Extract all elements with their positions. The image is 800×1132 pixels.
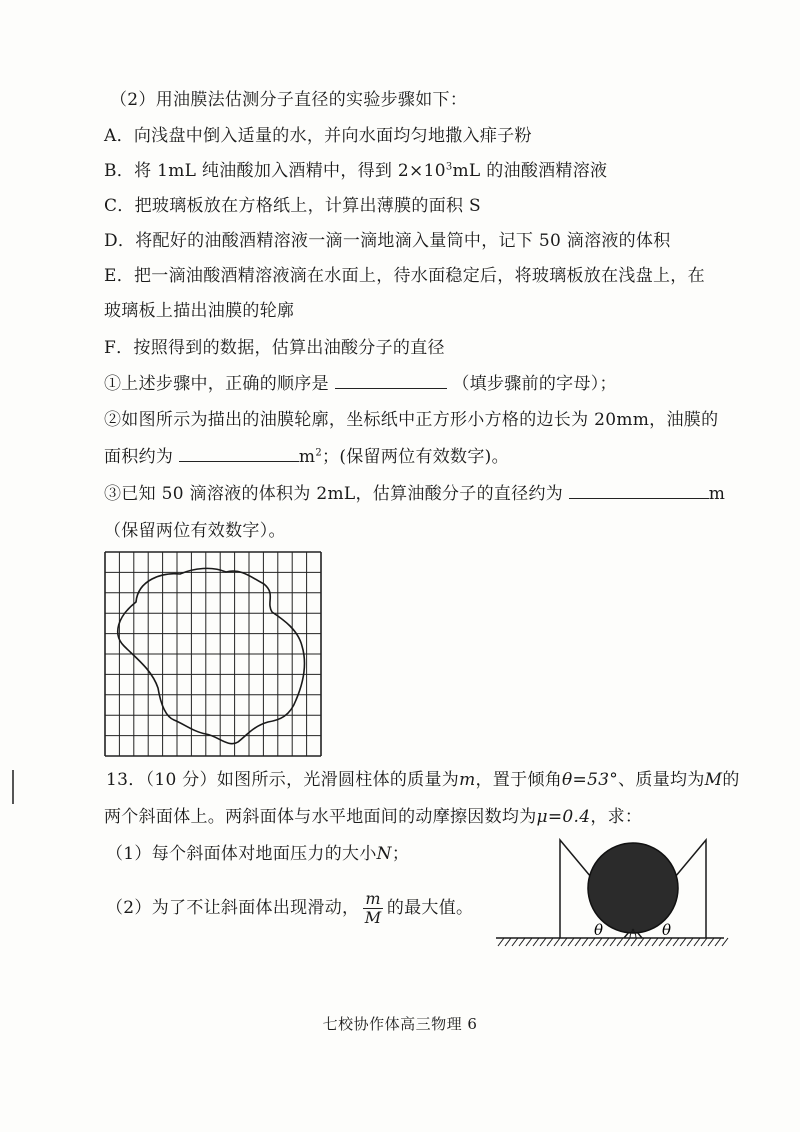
margin-mark <box>12 770 14 804</box>
p13-question-1: （1）每个斜面体对地面压力的大小N； <box>106 844 410 864</box>
p13-line1: 13．（10 分）如图所示，光滑圆柱体的质量为m，置于倾角θ=53°、质量均为M的 <box>106 770 740 790</box>
hatch-mark <box>694 938 700 946</box>
hatch-mark <box>498 938 504 946</box>
right-theta-label: θ <box>662 921 672 939</box>
hatch-mark <box>568 938 574 946</box>
step-e-line1: E．把一滴油酸酒精溶液滴在水面上，待水面稳定后，将玻璃板放在浅盘上，在 <box>104 266 705 286</box>
answer-blank-diameter[interactable] <box>569 482 709 499</box>
hatch-mark <box>603 938 609 946</box>
hatch-mark <box>652 938 658 946</box>
hatch-mark <box>589 938 595 946</box>
grid-lines <box>105 552 321 756</box>
hatch-mark <box>722 938 728 946</box>
hatch-mark <box>561 938 567 946</box>
question-3-line1: ③已知 50 滴溶液的体积为 2mL，估算油酸分子的直径约为 m <box>104 484 726 504</box>
question-2-line1: ②如图所示为描出的油膜轮廓，坐标纸中正方形小方格的边长为 20mm，油膜的 <box>104 410 719 430</box>
oil-film-outline <box>118 568 305 743</box>
hatch-mark <box>596 938 602 946</box>
p13-line2: 两个斜面体上。两斜面体与水平地面间的动摩擦因数均为μ=0.4，求： <box>104 807 643 827</box>
hatch-mark <box>526 938 532 946</box>
mass-ratio-fraction: $\frac{m}{M}$ <box>364 889 382 927</box>
step-b: B．将 1mL 纯油酸加入酒精中，得到 $2\times 10^3mL$ 的油酸酒精溶液 <box>104 161 608 181</box>
hatch-mark <box>680 938 686 946</box>
step-f: F．按照得到的数据，估算出油酸分子的直径 <box>104 338 445 358</box>
ground-hatching <box>498 938 728 946</box>
hatch-mark <box>610 938 616 946</box>
hatch-mark <box>666 938 672 946</box>
step-d: D．将配好的油酸酒精溶液一滴一滴地滴入量筒中，记下 50 滴溶液的体积 <box>104 231 671 251</box>
step-e-line2: 玻璃板上描出油膜的轮廓 <box>104 301 295 321</box>
step-a: A．向浅盘中倒入适量的水，并向水面均匀地撒入痱子粉 <box>104 126 532 146</box>
answer-blank-area[interactable] <box>179 445 299 462</box>
hatch-mark <box>701 938 707 946</box>
hatch-mark <box>631 938 637 946</box>
experiment-intro: （2）用油膜法估测分子直径的实验步骤如下： <box>110 90 468 110</box>
cylinder-wedges-figure <box>490 832 730 950</box>
hatch-mark <box>519 938 525 946</box>
hatch-mark <box>540 938 546 946</box>
answer-blank-order[interactable] <box>335 372 447 389</box>
hatch-mark <box>582 938 588 946</box>
hatch-mark <box>512 938 518 946</box>
cylinder <box>588 843 678 933</box>
hatch-mark <box>708 938 714 946</box>
hatch-mark <box>554 938 560 946</box>
left-theta-label: θ <box>594 921 604 939</box>
hatch-mark <box>624 938 630 946</box>
hatch-mark <box>673 938 679 946</box>
hatch-mark <box>638 938 644 946</box>
question-2-line2: 面积约为 $m^2$；(保留两位有效数字)。 <box>104 447 509 467</box>
hatch-mark <box>715 938 721 946</box>
hatch-mark <box>617 938 623 946</box>
hatch-mark <box>547 938 553 946</box>
hatch-mark <box>533 938 539 946</box>
p13-question-2: （2）为了不让斜面体出现滑动， $\frac{m}{M}$ 的最大值。 <box>106 889 474 927</box>
oil-film-grid-figure <box>102 550 324 758</box>
hatch-mark <box>659 938 665 946</box>
hatch-mark <box>505 938 511 946</box>
question-1: ①上述步骤中，正确的顺序是 （填步骤前的字母）； <box>104 374 617 394</box>
hatch-mark <box>645 938 651 946</box>
hatch-mark <box>687 938 693 946</box>
step-c: C．把玻璃板放在方格纸上，计算出薄膜的面积 S <box>104 196 481 216</box>
hatch-mark <box>575 938 581 946</box>
question-3-line2: （保留两位有效数字）。 <box>104 521 286 541</box>
page-footer: 七校协作体高三物理 6 <box>322 1015 478 1033</box>
